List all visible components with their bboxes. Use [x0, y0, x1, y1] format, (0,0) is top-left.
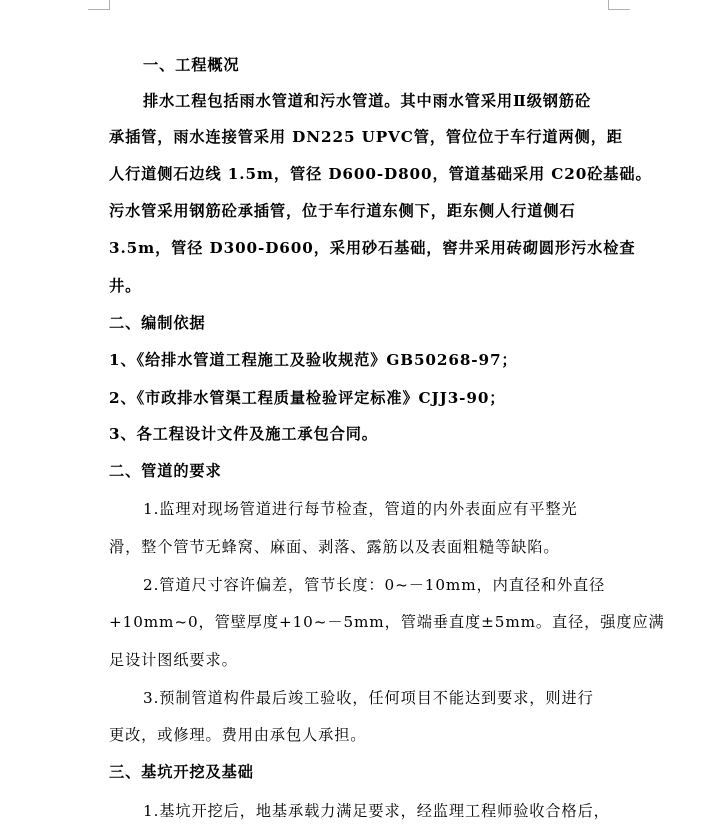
foundation-line: 1.基坑开挖后，地基承载力满足要求，经监理工程师验收合格后，: [143, 802, 610, 820]
basis-item: 3、各工程设计文件及施工承包合同。: [109, 425, 378, 443]
crop-mark-top-left-v: [109, 0, 110, 10]
heading-overview: 一、工程概况: [143, 56, 240, 74]
pipe-req-line: 足设计图纸要求。: [109, 651, 238, 669]
pipe-req-line: 1.监理对现场管道进行每节检查，管道的内外表面应有平整光: [143, 500, 578, 518]
overview-line: 人行道侧石边线 1.5m，管径 D600-D800，管道基础采用 C20砼基础。: [109, 165, 652, 183]
overview-line: 排水工程包括雨水管道和污水管道。其中雨水管采用Ⅱ级钢筋砼: [143, 92, 592, 110]
overview-line: 承插管，雨水连接管采用 DN225 UPVC管，管位位于车行道两侧，距: [109, 128, 623, 146]
pipe-req-line: 更改，或修理。费用由承包人承担。: [109, 726, 367, 744]
crop-mark-top-left-h: [88, 9, 110, 10]
crop-mark-top-right-h: [608, 9, 630, 10]
crop-mark-top-right-v: [608, 0, 609, 10]
pipe-req-line: +10mm~0，管壁厚度+10~－5mm，管端垂直度±5mm。直径，强度应满: [109, 613, 665, 631]
basis-item: 1、《给排水管道工程施工及验收规范》GB50268-97；: [109, 351, 518, 369]
overview-line: 污水管采用钢筋砼承插管，位于车行道东侧下，距东侧人行道侧石: [109, 202, 576, 220]
heading-foundation: 三、基坑开挖及基础: [109, 763, 254, 781]
heading-basis: 二、编制依据: [109, 314, 206, 332]
basis-item: 2、《市政排水管渠工程质量检验评定标准》CJJ3-90；: [109, 389, 506, 407]
overview-line: 井。: [109, 277, 142, 295]
pipe-req-line: 滑，整个管节无蜂窝、麻面、剥落、露筋以及表面粗糙等缺陷。: [109, 538, 560, 556]
pipe-req-line: 3.预制管道构件最后竣工验收，任何项目不能达到要求，则进行: [143, 689, 594, 707]
overview-line: 3.5m，管径 D300-D600，采用砂石基础，窖井采用砖砌圆形污水检查: [109, 239, 636, 257]
heading-pipe-requirements: 二、管道的要求: [109, 462, 222, 480]
pipe-req-line: 2.管道尺寸容许偏差，管节长度：0~－10mm，内直径和外直径: [143, 576, 606, 594]
